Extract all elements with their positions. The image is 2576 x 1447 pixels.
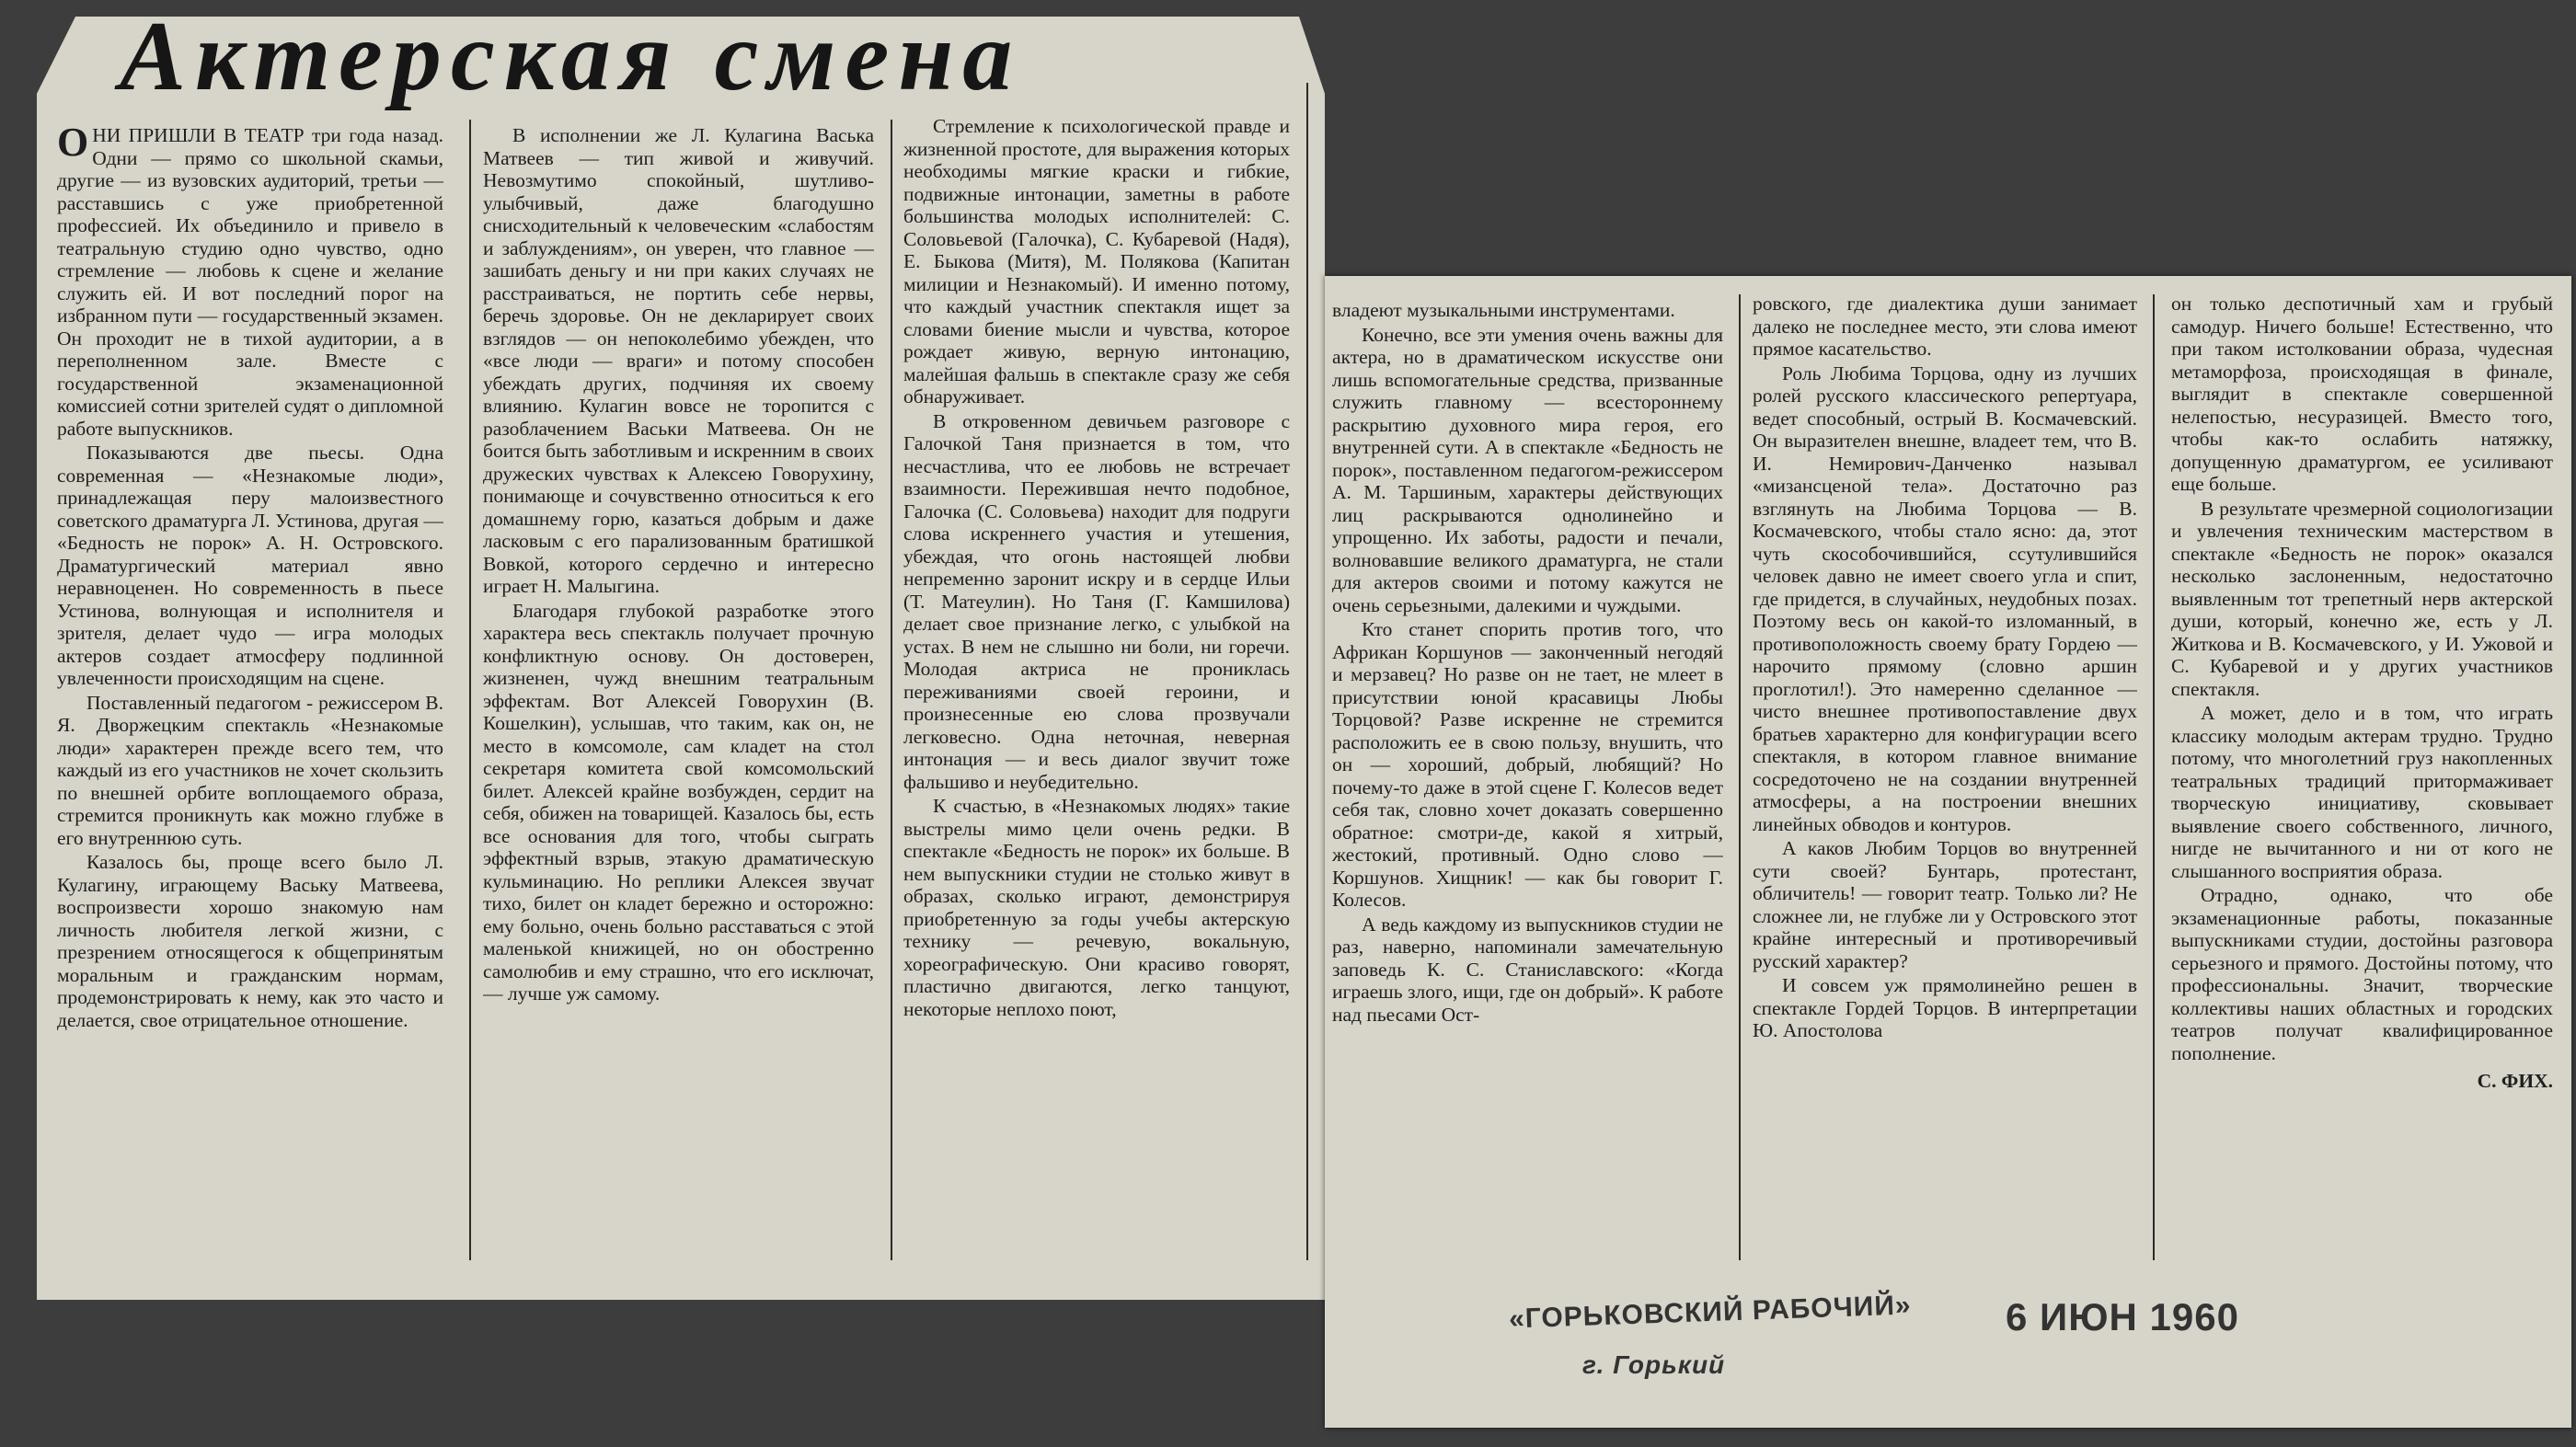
paragraph: Конечно, все эти умения очень важны для актера, но в драматическом искусстве они лишь вспомогательные средства, призванные служить главному — всестороннему раскрытию духовного мира героя, его внутренней сути. А в спектакле «Бедность не порок», поставленном педагогом-режиссером А. М. Таршиным, характеры действующих лиц раскрываются однолинейно и упрощенно. Их заботы, радости и печали, волновавшие великого драматурга, не стали для актеров своими и потому кажутся не очень серьезными, далекими и чуждыми. <box>1332 323 1723 616</box>
paragraph: ОНИ ПРИШЛИ В ТЕАТР три года назад. Одни — прямо со школьной скамьи, другие — из вузовских аудиторий, третьи — расставшись с уже приобретенной профессией. Их объединило и привело в театральную студию одно чувство, одно стремление — любовь к сцене и желание служить ей. И вот последний порог на избранном пути — государственный экзамен. Он проходит не в тихой аудитории, а в переполненном зале. Вместе с государственной экзаменационной комиссией сотни зрителей судят о дипломной работе выпускников. <box>57 124 443 440</box>
stamp-date: 6 ИЮН 1960 <box>2006 1295 2239 1338</box>
drop-cap: О <box>57 124 89 165</box>
stamp-newspaper-name: «ГОРЬКОВСКИЙ РАБОЧИЙ» <box>1508 1290 1913 1335</box>
article-column-2 <box>483 124 874 1265</box>
paragraph: А может, дело и в том, что играть классику молодым актерам трудно. Трудно потому, что многолетний груз накопленных театральных традиций притормаживает творческую инициативу, сковывает выявление своего собственного, личного, нигде не вычитанного и ни от кого не слышанного восприятия образа. <box>2171 702 2553 882</box>
article-column-1 <box>57 124 443 1265</box>
column-rule <box>2153 294 2155 1260</box>
paragraph: владеют музыкальными инструментами. <box>1332 299 1675 321</box>
article-title: Актерская смена <box>120 2 1022 111</box>
paragraph: Благодаря глубокой разработке этого характера весь спектакль получает прочную конфликтную основу. Он достоверен, жизненен, чужд внешним театральным эффектам. Вот Алексей Говорухин (В. Кошелкин), услышав, что таким, как он, не место в комсомоле, сам кладет на стол секретаря комитета свой комсомольский билет. Алексей крайне возбужден, сердит на себя, обижен на товарищей. Казалось бы, есть все основания для того, чтобы сыграть эффектный взрыв, этакую драматическую кульминацию. Но реплики Алексея звучат тихо, билет он кладет бережно и осторожно: ему больно, очень больно расставаться с этой маленькой книжицей, но он обостренно самолюбив и ему страшно, что его исключат, — лучше уж самому. <box>483 599 874 1005</box>
paragraph: он только деспотичный хам и грубый самодур. Ничего больше! Естественно, что при таком истолковании образа, чудесная метаморфоза, происходящая в финале, выглядит в спектакле совершенной нелепостью, несуразицей. Вместо того, чтобы как-то ослабить натяжку, допущенную драматургом, ее усиливают еще больше. <box>2171 293 2553 495</box>
paragraph: Казалось бы, проще всего было Л. Кулагину, играющему Ваську Матвеева, воспроизвести хорошо знакомую нам личность любителя легкой жизни, с презрением относящегося к общепринятым моральным и гражданским нормам, продемонстрировать к нему, как это часто и делается, свое отрицательное отношение. <box>57 851 443 1031</box>
paragraph: ровского, где диалектика души занимает далеко не последнее место, эти слова имеют прямое касательство. <box>1753 293 2137 360</box>
column-rule <box>1739 294 1741 1260</box>
paragraph: Поставленный педагогом - режиссером В. Я. Дворжецким спектакль «Незнакомые люди» характерен прежде всего тем, что каждый из его участников не хочет скользить по внешней орбите воплощаемого образа, стремится проникнуть как можно глубже в его внутреннюю суть. <box>57 691 443 849</box>
stamp-city: г. Горький <box>1582 1350 1726 1379</box>
paragraph: Показываются две пьесы. Одна современная — «Незнакомые люди», принадлежащая перу малоизвестного советского драматурга Л. Устинова, другая — «Бедность не порок» А. Н. Островского. Драматургический материал явно неравноценен. Но современность в пьесе Устинова, волнующая и исполнителя и зрителя, делает чудо — игра молодых актеров создает атмосферу подлинной увлеченности происходящим на сцене. <box>57 442 443 689</box>
article-column-4 <box>1332 299 1723 1256</box>
article-column-5 <box>1753 293 2137 1258</box>
paragraph: А каков Любим Торцов во внутренней сути своей? Бунтарь, протестант, обличитель! — говорит театр. Только ли? Не сложнее ли, не глубже ли у Островского этот крайне интересный и противоречивый русский характер? <box>1753 837 2137 972</box>
paragraph: В откровенном девичьем разговоре с Галочкой Таня признается в том, что несчастлива, что ее любовь не встречает взаимности. Пережившая нечто подобное, Галочка (С. Соловьева) находит для подруги слова искреннего участия и утешения, убеждая, что огонь настоящей любви непременно заронит искру и в сердце Ильи (Т. Матеулин). Но Таня (Г. Камшилова) делает свое признание легко, с улыбкой на устах. В нем не слышно ни боли, ни горечи. Молодая актриса не прониклась переживаниями своей героини, и произнесенные ею слова прозвучали легковесно. Одна неточная, неверная интонация — и весь диалог звучит тоже фальшиво и неубедительно. <box>903 409 1290 793</box>
paragraph: В исполнении же Л. Кулагина Васька Матвеев — тип живой и живучий. Невозмутимо спокойный, шутливо-улыбчивый, даже благодушно снисходительный к человеческим «слабостям и заблуждениям», он уверен, что главное — зашибать деньгу и ни при каких случаях не расстраиваться, не портить себе нервы, беречь здоровье. Он не декларирует своих взглядов — он непоколебимо убежден, что «все люди — враги» и потому способен убеждать других, подчиняя их своему влиянию. Кулагин вовсе не торопится с разоблачением Васьки Матвеева. Он не боится быть заботливым и искренним в своих дружеских чувствах к Алексею Говорухину, понимающе и сочувственно относиться к его домашнему горю, казаться добрым и даже ласковым с его парализованным братишкой Вовкой, которого сердечно и интересно играет Н. Малыгина. <box>483 124 874 597</box>
paragraph: Кто станет спорить против того, что Африкан Коршунов — законченный негодяй и мерзавец? Но разве он не тает, не млеет в присутствии юной красавицы Любы Торцовой? Разве искренне не стремится расположить ее в свою пользу, внушить, что он — хороший, добрый, любящий? Но почему-то даже в этой сцене Г. Колесов ведет себя так, словно хочет доказать совершенно обратное: смотри-де, какой я хитрый, жестокий, противный. Одно слово — Коршунов. Хищник! — как бы говорит Г. Колесов. <box>1332 618 1723 911</box>
paragraph: Отрадно, однако, что обе экзаменационные работы, показанные выпускниками студии, достойны разговора серьезного и прямого. Достойны потому, что профессиональны. Значит, творческие коллективы наших областных и городских театров получат квалифицированное пополнение. <box>2171 884 2553 1064</box>
paragraph: А ведь каждому из выпускников студии не раз, наверно, напоминали замечательную заповедь К. С. Станиславского: «Когда играешь злого, ищи, где он добрый». К работе над пьесами Ост- <box>1332 913 1723 1026</box>
article-column-6 <box>2171 293 2553 1263</box>
article-column-3 <box>903 115 1290 1265</box>
paragraph: Стремление к психологической правде и жизненной простоте, для выражения которых необходимы мягкие краски и гибкие, подвижные интонации, заметны в работе большинства молодых исполнителей: С. Соловьевой (Галочка), С. Кубаревой (Надя), Е. Быкова (Митя), М. Полякова (Капитан милиции и Незнакомый). И именно потому, что каждый участник спектакля ищет за словами биение мысли и чувства, которое рождает живую, верную интонацию, малейшая фальшь в спектакле сразу же себя обнаруживает. <box>903 115 1290 408</box>
column-rule <box>469 120 471 1260</box>
paragraph: В результате чрезмерной социологизации и увлечения техническим мастерством в спектакле «Бедность не порок» оказался несколько заслоненным, недостаточно выявленным тот трепетный нерв актерской души, который, конечно же, есть у Л. Житкова и В. Космачевского, у И. Ужовой и С. Кубаревой и у других участников спектакля. <box>2171 497 2553 700</box>
column-rule <box>891 120 892 1260</box>
author-signature: С. ФИХ. <box>2477 1070 2553 1092</box>
column-rule <box>1306 83 1308 1260</box>
paragraph: Роль Любима Торцова, одну из лучших ролей русского классического репертуара, ведет способный, острый В. Космачевский. Он выразителен внешне, владеет тем, что В. И. Немирович-Данченко называл «мизансценой тела». Достаточно раз взглянуть на Любима Торцова — В. Космачевского, чтобы стало ясно: да, этот чуть скособочившийся, ссутулившийся человек давно не имеет своего угла и спит, где придется, в случайных, неудобных позах. Поэтому весь он какой-то изломанный, в противоположность своему брату Гордею — нарочито прямому (словно аршин проглотил!). Это намеренно сделанное — чисто внешнее противопоставление двух братьев характерно для конфигурации всего спектакля, в котором главное внимание сосредоточено не на создании внутренней атмосферы, а на построении внешних линейных обводов и контуров. <box>1753 362 2137 835</box>
paragraph: И совсем уж прямолинейно решен в спектакле Гордей Торцов. В интерпретации Ю. Апостолова <box>1753 974 2137 1041</box>
paragraph: К счастью, в «Незнакомых людях» такие выстрелы мимо цели очень редки. В спектакле «Бедность не порок» их больше. В нем выпускники студии не столько живут в образах, сколько играют, демонстрируя приобретенную за годы учебы актерскую технику — речевую, вокальную, хореографическую. Они красиво говорят, пластично двигаются, легко танцуют, некоторые неплохо поют, <box>903 795 1290 1020</box>
